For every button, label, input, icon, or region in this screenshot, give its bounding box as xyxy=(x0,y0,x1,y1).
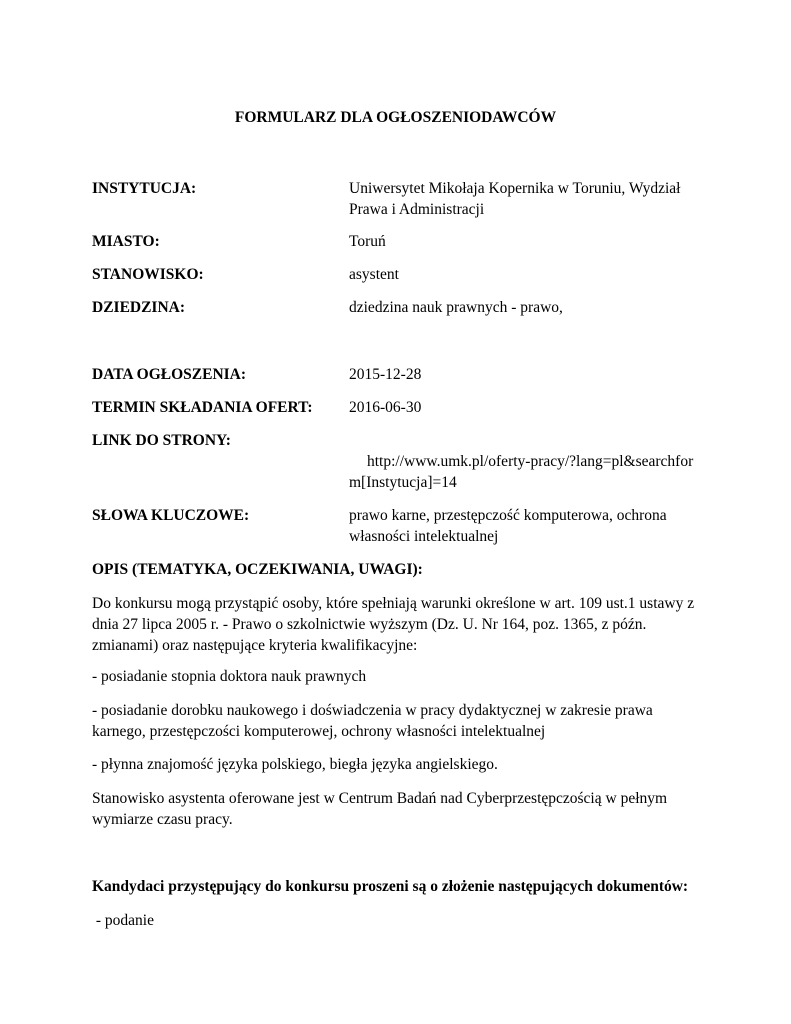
date-label: DATA OGŁOSZENIA: xyxy=(92,366,247,383)
requirement-1: - posiadanie stopnia doktora nauk prawnych xyxy=(92,668,367,685)
institution-value-line1: Uniwersytet Mikołaja Kopernika w Toruniu, Wydział xyxy=(349,180,681,197)
documents-item-1: - podanie xyxy=(92,912,154,929)
requirement-2-line1: - posiadanie dorobku naukowego i doświadczenia w pracy dydaktycznej w zakresie prawa xyxy=(92,702,653,719)
link-value[interactable] xyxy=(349,451,721,493)
city-value: Toruń xyxy=(349,233,386,250)
date-value: 2015-12-28 xyxy=(349,366,422,383)
position-value: asystent xyxy=(349,266,399,283)
description-intro xyxy=(92,593,732,656)
institution-label: INSTYTUCJA: xyxy=(92,180,197,197)
link-value-line2[interactable]: m[Instytucja]=14 xyxy=(349,474,457,491)
keywords-value xyxy=(349,505,721,547)
offer-text xyxy=(92,788,712,830)
description-heading: OPIS (TEMATYKA, OCZEKIWANIA, UWAGI): xyxy=(92,561,423,578)
city-label: MIASTO: xyxy=(92,233,160,250)
link-value-line1[interactable]: http://www.umk.pl/oferty-pracy/?lang=pl&searchfor xyxy=(367,453,694,470)
link-label: LINK DO STRONY: xyxy=(92,432,231,449)
keywords-value-line1: prawo karne, przestępczość komputerowa, ochrona xyxy=(349,507,667,524)
field-label: DZIEDZINA: xyxy=(92,299,186,316)
documents-heading: Kandydaci przystępujący do konkursu proszeni są o złożenie następujących dokumentów: xyxy=(92,878,689,895)
description-intro-line3: zmianami) oraz następujące kryteria kwalifikacyjne: xyxy=(92,637,418,654)
position-label: STANOWISKO: xyxy=(92,266,204,283)
institution-value xyxy=(349,178,721,220)
description-intro-line2: dnia 27 lipca 2005 r. - Prawo o szkolnictwie wyższym (Dz. U. Nr 164, poz. 1365, z późn. xyxy=(92,616,647,633)
institution-value-line2: Prawa i Administracji xyxy=(349,201,485,218)
keywords-label: SŁOWA KLUCZOWE: xyxy=(92,507,250,524)
form-title: FORMULARZ DLA OGŁOSZENIODAWCÓW xyxy=(234,109,557,126)
keywords-value-line2: własności intelektualnej xyxy=(349,528,499,545)
offer-text-line1: Stanowisko asystenta oferowane jest w Centrum Badań nad Cyberprzestępczością w pełnym xyxy=(92,790,668,807)
requirement-2-line2: karnego, przestępczości komputerowej, ochrony własności intelektualnej xyxy=(92,723,546,740)
deadline-value: 2016-06-30 xyxy=(349,399,422,416)
deadline-label: TERMIN SKŁADANIA OFERT: xyxy=(92,399,313,416)
offer-text-line2: wymiarze czasu pracy. xyxy=(92,811,233,828)
requirement-3: - płynna znajomość języka polskiego, biegła języka angielskiego. xyxy=(92,756,498,773)
requirement-2 xyxy=(92,700,712,742)
field-value: dziedzina nauk prawnych - prawo, xyxy=(349,299,563,316)
description-intro-line1: Do konkursu mogą przystąpić osoby, które spełniają warunki określone w art. 109 ust.1 ustawy z xyxy=(92,595,695,612)
